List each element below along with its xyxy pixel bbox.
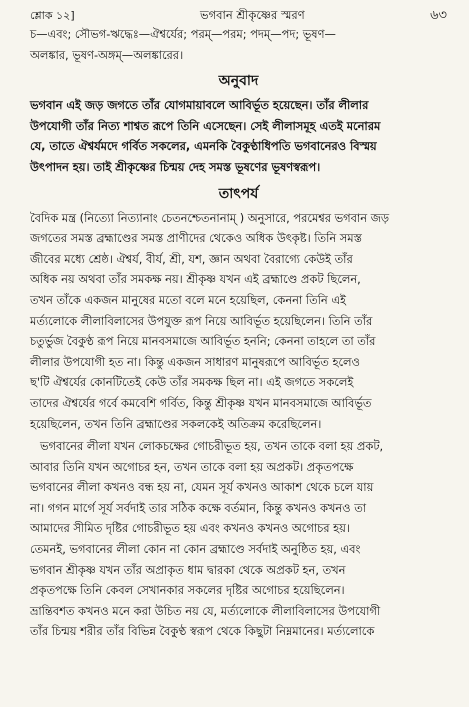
running-header <box>30 6 447 24</box>
purport-line: মর্ত্যলোকে লীলাবিলাসের উপযুক্ত রূপ নিয়ে আবির্ভূত হয়েছিলেন। তিনি তাঁর <box>30 313 373 328</box>
verse-reference: শ্লোক ১২] <box>30 9 75 22</box>
purport-line: প্রকৃতপক্ষে তিনি কেবল সেখানকার সকলের দৃষ্টির অগোচর হয়েছিলেন। <box>30 583 345 598</box>
purport-line: আবার তিনি যখন অগোচর হন, তখন তাকে বলা হয় অপ্রকট। প্রকৃতপক্ষে <box>30 459 354 474</box>
purport-line: লীলার উপযোগী হত না। কিন্তু একজন সাধারণ মানুষরূপে আবির্ভূত হলেও <box>30 354 360 369</box>
synonyms-section <box>30 24 447 65</box>
purport-line: ভগবানের লীলা যখন লোকচক্ষের গোচরীভূত হয়, তখন তাকে বলা হয় প্রকট, <box>40 439 384 454</box>
purport-line: তাদের ঐশ্বর্যের গর্বে কমবেশি গর্বিত, কিন্তু শ্রীকৃষ্ণ যখন মানবসমাজে আবির্ভূত <box>30 395 372 410</box>
synonyms-line: অলঙ্কার, ভূষণ-অঙ্গম্—অলঙ্কারের। <box>30 47 184 62</box>
translation-line: উপযোগী তাঁর নিত্য শাশ্বত রূপে তিনি এসেছেন। সেই লীলাসমূহ এতই মনোরম <box>30 118 381 133</box>
purport-paragraph-1 <box>30 208 447 435</box>
purport-line: চতুর্ভুজ বৈকুণ্ঠ রূপ নিয়ে মানবসমাজে আবির্ভূত হননি; কেননা তাহলে তা তাঁর <box>30 334 376 349</box>
chapter-title: ভগবান শ্রীকৃষ্ণের স্মরণ <box>200 8 305 22</box>
purport-line: ছ'টি ঐশ্বর্যের কোনটিতেই কেউ তাঁর সমকক্ষ ছিল না। এই জগতে সকলেই <box>30 375 354 390</box>
purport-line: বৈদিক মন্ত্র (নিত্যো নিত্যানাং চেতনশ্চেতনানাম্ ) অনুসারে, পরমেশ্বর ভগবান জড় <box>30 210 390 225</box>
translation-heading: অনুবাদ <box>218 73 259 90</box>
purport-line: জগতের সমস্ত ব্রহ্মাণ্ডের সমস্ত প্রাণীদের থেকেও অধিক উৎকৃষ্ট। তিনি সমস্ত <box>30 231 362 246</box>
purport-line: হয়েছিলেন, তখন তিনি ব্রহ্মাণ্ডের সকলকেই অতিক্রম করেছিলেন। <box>30 416 322 431</box>
purport-line: অধিক নয় অথবা তাঁর সমকক্ষ নয়। শ্রীকৃষ্ণ যখন এই ব্রহ্মাণ্ডে প্রকট ছিলেন, <box>30 272 361 287</box>
translation-section <box>30 95 447 177</box>
purport-line: আমাদের সীমিত দৃষ্টির গোচরীভূত হয় এবং কখনও কখনও অগোচর হয়। <box>30 521 350 536</box>
translation-line: যে, তাতে ঐশ্বর্যমদে গর্বিত সকলের, এমনকি বৈকুণ্ঠাধিপতি ভগবানেরও বিস্ময় <box>30 139 377 154</box>
synonyms-line: চ—এবং; সৌভগ-ঋদ্ধেঃ—ঐশ্বর্যের; পরম্—পরম; পদম্—পদ; ভূষণ— <box>30 27 336 41</box>
purport-line: না। গগন মার্গে সূর্য সর্বদাই তার সঠিক কক্ষে বর্তমান, কিন্তু কখনও কখনও তা <box>30 500 367 515</box>
purport-line: তাঁর চিন্ময় শরীর তাঁর বিভিন্ন বৈকুণ্ঠ স্বরূপ থেকে কিছুটা নিম্নমানের। মর্ত্যলোকে <box>30 624 375 639</box>
purport-line: ভগবানের লীলা কখনও বন্ধ হয় না, যেমন সূর্য কখনও আকাশ থেকে চলে যায় <box>30 480 374 495</box>
purport-line: ভগবান শ্রীকৃষ্ণ যখন তাঁর অপ্রাকৃত ধাম দ্বারকা থেকে অপ্রকট হন, তখন <box>30 562 346 577</box>
page-number: ৬৩ <box>430 8 447 23</box>
translation-line: উৎপাদন হয়। তাই শ্রীকৃষ্ণের চিন্ময় দেহ সমস্ত ভূষণের ভূষণস্বরূপ। <box>30 159 321 174</box>
translation-line: ভগবান এই জড় জগতে তাঁর যোগমায়াবলে আবির্ভূত হয়েছেন। তাঁর লীলার <box>30 98 369 113</box>
purport-line: ভ্রান্তিবশত কখনও মনে করা উচিত নয় যে, মর্ত্যলোকে লীলাবিলাসের উপযোগী <box>30 603 381 618</box>
purport-line: তখন তাঁকে একজন মানুষের মতো বলে মনে হয়েছিল, কেননা তিনি এই <box>30 292 346 307</box>
purport-paragraph-2 <box>30 436 447 642</box>
purport-line: তেমনই, ভগবানের লীলা কোন না কোন ব্রহ্মাণ্ডে সর্বদাই অনুষ্ঠিত হয়, এবং <box>30 542 361 557</box>
purport-line: জীবের মধ্যে শ্রেষ্ঠ। ঐশ্বর্য, বীর্য, শ্রী, যশ, জ্ঞান অথবা বৈরাগ্যে কেউই তাঁর <box>30 251 353 266</box>
purport-heading: তাৎপর্য <box>218 185 259 202</box>
